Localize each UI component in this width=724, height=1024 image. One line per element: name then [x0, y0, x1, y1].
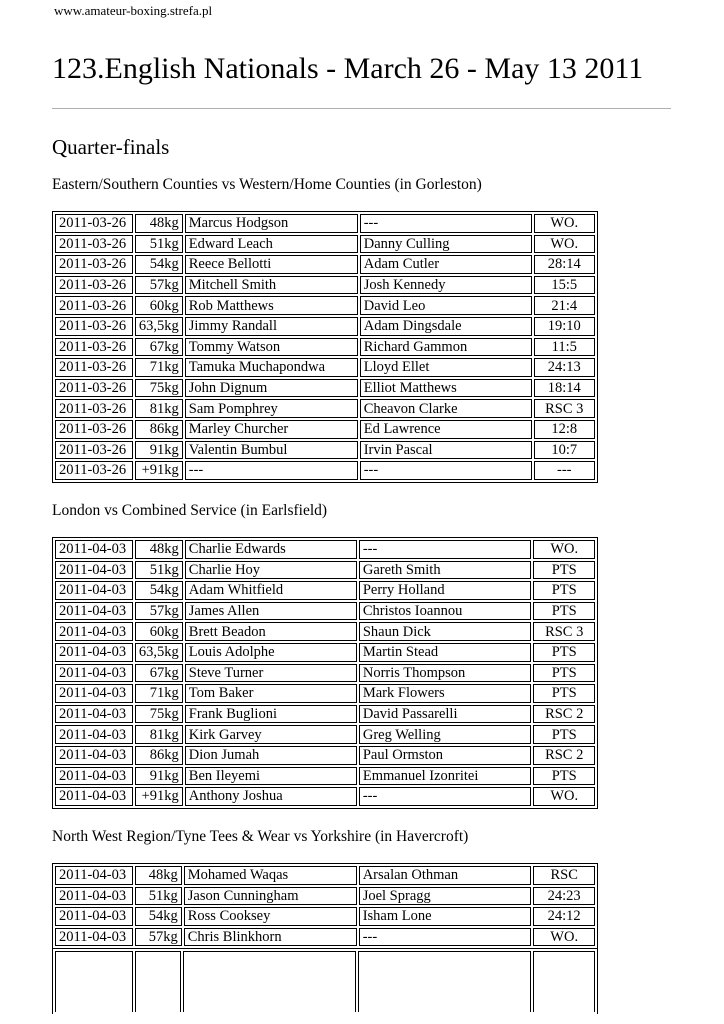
boxer-a-cell: James Allen — [185, 602, 357, 621]
boxer-a-cell: Steve Turner — [185, 664, 357, 683]
bout-date-cell: 2011-04-03 — [55, 602, 133, 621]
weight-class-cell: 71kg — [135, 358, 183, 377]
table-row — [55, 358, 595, 377]
group-heading-1: Eastern/Southern Counties vs Western/Home Counties (in Gorleston) — [52, 176, 482, 193]
boxer-a-cell: Marcus Hodgson — [185, 214, 358, 233]
boxer-a-cell: Dion Jumah — [185, 746, 357, 765]
table-row — [55, 276, 595, 295]
weight-class-cell: 48kg — [135, 214, 183, 233]
boxer-b-cell: Isham Lone — [359, 907, 532, 926]
weight-class-cell: 81kg — [135, 399, 183, 418]
bout-date-cell: 2011-03-26 — [55, 276, 133, 295]
bout-result-cell: PTS — [533, 684, 595, 703]
bout-date-cell: 2011-03-26 — [55, 235, 133, 254]
boxer-b-cell: Adam Dingsdale — [360, 317, 532, 336]
weight-class-cell: 48kg — [135, 540, 183, 559]
bout-result-cell: 15:5 — [534, 276, 595, 295]
bout-date-cell: 2011-04-03 — [55, 767, 133, 786]
bout-date-cell: 2011-04-03 — [55, 705, 133, 724]
weight-class-cell: 86kg — [135, 746, 183, 765]
weight-class-cell: 81kg — [135, 725, 183, 744]
table-row — [55, 540, 595, 559]
boxer-a-cell: Ben Ileyemi — [185, 767, 357, 786]
bout-result-cell: PTS — [533, 664, 595, 683]
table-row — [55, 399, 595, 418]
bout-date-cell: 2011-04-03 — [55, 664, 133, 683]
table-row — [55, 928, 595, 947]
weight-class-cell: 54kg — [135, 581, 183, 600]
table-row — [55, 622, 595, 641]
boxer-a-cell: Tommy Watson — [185, 338, 358, 357]
boxer-a-cell: Sam Pomphrey — [185, 399, 358, 418]
boxer-b-cell: Adam Cutler — [360, 255, 532, 274]
bout-result-cell: RSC 3 — [533, 622, 595, 641]
bout-result-cell: RSC 3 — [534, 399, 595, 418]
boxer-b-cell: Elliot Matthews — [360, 379, 532, 398]
boxer-a-cell: Charlie Edwards — [185, 540, 357, 559]
table-row — [55, 296, 595, 315]
bout-result-cell: RSC 2 — [533, 746, 595, 765]
table-row — [55, 643, 595, 662]
boxer-b-cell: Emmanuel Izonritei — [359, 767, 532, 786]
bout-date-cell: 2011-04-03 — [55, 643, 133, 662]
bout-date-cell: 2011-03-26 — [55, 399, 133, 418]
boxer-b-cell: David Passarelli — [359, 705, 532, 724]
bout-result-cell: PTS — [533, 602, 595, 621]
bout-result-cell: --- — [534, 461, 595, 480]
bout-result-cell: WO. — [533, 540, 595, 559]
bout-date-cell: 2011-03-26 — [55, 420, 133, 439]
weight-class-cell: 75kg — [135, 705, 183, 724]
bout-date-cell: 2011-04-03 — [55, 928, 133, 947]
boxer-b-cell: David Leo — [360, 296, 532, 315]
bout-date-cell: 2011-03-26 — [55, 461, 133, 480]
bout-result-cell: RSC — [533, 866, 595, 885]
weight-class-cell: 63,5kg — [135, 643, 183, 662]
table-row — [55, 705, 595, 724]
boxer-b-cell: Norris Thompson — [359, 664, 532, 683]
bout-date-cell: 2011-04-03 — [55, 866, 133, 885]
bout-date-cell: 2011-04-03 — [55, 581, 133, 600]
boxer-a-cell: Charlie Hoy — [185, 561, 357, 580]
bout-date-cell: 2011-03-26 — [55, 358, 133, 377]
table-row — [55, 581, 595, 600]
bout-date-cell: 2011-03-26 — [55, 441, 133, 460]
bout-result-cell: RSC 2 — [533, 705, 595, 724]
table-row — [55, 214, 595, 233]
bout-date-cell: 2011-03-26 — [55, 338, 133, 357]
table-row — [55, 907, 595, 926]
bout-result-cell: PTS — [533, 581, 595, 600]
boxer-b-cell: --- — [359, 540, 532, 559]
bout-date-cell: 2011-04-03 — [55, 684, 133, 703]
boxer-b-cell: Perry Holland — [359, 581, 532, 600]
boxer-a-cell: Reece Bellotti — [185, 255, 358, 274]
boxer-b-cell: Christos Ioannou — [359, 602, 532, 621]
boxer-a-cell: Kirk Garvey — [185, 725, 357, 744]
bout-result-cell: 12:8 — [534, 420, 595, 439]
boxer-a-cell: John Dignum — [185, 379, 358, 398]
bout-date-cell: 2011-04-03 — [55, 540, 133, 559]
table-row — [55, 746, 595, 765]
boxer-a-cell: Jimmy Randall — [185, 317, 358, 336]
table-row — [55, 684, 595, 703]
bout-date-cell: 2011-03-26 — [55, 214, 133, 233]
boxer-b-cell: Cheavon Clarke — [360, 399, 532, 418]
bout-date-cell: 2011-03-26 — [55, 296, 133, 315]
boxer-a-cell: Mitchell Smith — [185, 276, 358, 295]
boxer-b-cell: Josh Kennedy — [360, 276, 532, 295]
boxer-b-cell: Greg Welling — [359, 725, 532, 744]
bout-date-cell: 2011-04-03 — [55, 907, 133, 926]
boxer-a-cell: Brett Beadon — [185, 622, 357, 641]
bout-result-cell: 24:23 — [533, 887, 595, 906]
boxer-b-cell: Joel Spragg — [359, 887, 532, 906]
table-row — [55, 461, 595, 480]
boxer-b-cell: Danny Culling — [360, 235, 532, 254]
table-row — [55, 602, 595, 621]
table-row — [55, 866, 595, 885]
bout-result-cell: PTS — [533, 725, 595, 744]
weight-class-cell: 51kg — [135, 887, 182, 906]
bout-result-cell: 24:12 — [533, 907, 595, 926]
weight-class-cell: +91kg — [135, 787, 183, 806]
site-url: www.amateur-boxing.strefa.pl — [54, 3, 213, 18]
bout-result-cell: PTS — [533, 561, 595, 580]
section-heading: Quarter-finals — [52, 135, 170, 159]
table-row — [55, 725, 595, 744]
boxer-a-cell: Louis Adolphe — [185, 643, 357, 662]
bout-result-cell: WO. — [533, 787, 595, 806]
table-row — [55, 441, 595, 460]
results-table-3-continuation — [52, 948, 598, 1024]
weight-class-cell: +91kg — [135, 461, 183, 480]
table-row — [55, 379, 595, 398]
bout-date-cell: 2011-04-03 — [55, 725, 133, 744]
table-row — [55, 255, 595, 274]
bout-date-cell: 2011-04-03 — [55, 561, 133, 580]
bout-result-cell: 28:14 — [534, 255, 595, 274]
boxer-b-cell: Paul Ormston — [359, 746, 532, 765]
boxer-b-cell: --- — [359, 787, 532, 806]
results-table-2 — [52, 537, 598, 809]
boxer-a-cell: Mohamed Waqas — [184, 866, 357, 885]
boxer-a-cell: Valentin Bumbul — [185, 441, 358, 460]
title-divider — [52, 108, 671, 109]
weight-class-cell: 71kg — [135, 684, 183, 703]
table-row — [55, 767, 595, 786]
boxer-b-cell: Shaun Dick — [359, 622, 532, 641]
weight-class-cell: 63,5kg — [135, 317, 183, 336]
boxer-b-cell: --- — [360, 461, 532, 480]
bout-result-cell: 19:10 — [534, 317, 595, 336]
boxer-a-cell: Marley Churcher — [185, 420, 358, 439]
boxer-b-cell: Ed Lawrence — [360, 420, 532, 439]
bout-date-cell: 2011-04-03 — [55, 746, 133, 765]
group-heading-2: London vs Combined Service (in Earlsfield) — [52, 502, 328, 519]
boxer-b-cell: --- — [360, 214, 532, 233]
bout-result-cell: WO. — [534, 235, 595, 254]
bout-date-cell: 2011-03-26 — [55, 317, 133, 336]
bout-result-cell: PTS — [533, 767, 595, 786]
table-row — [55, 787, 595, 806]
weight-class-cell: 91kg — [135, 441, 183, 460]
boxer-b-cell: Mark Flowers — [359, 684, 532, 703]
results-table-1 — [52, 211, 598, 483]
results-table-3 — [52, 863, 598, 949]
boxer-b-cell: Richard Gammon — [360, 338, 532, 357]
boxer-a-cell: Ross Cooksey — [184, 907, 357, 926]
boxer-a-cell: Anthony Joshua — [185, 787, 357, 806]
boxer-a-cell: Jason Cunningham — [184, 887, 357, 906]
weight-class-cell: 86kg — [135, 420, 183, 439]
bout-result-cell: WO. — [533, 928, 595, 947]
table-row — [55, 235, 595, 254]
boxer-b-cell: Lloyd Ellet — [360, 358, 532, 377]
bout-date-cell: 2011-04-03 — [55, 887, 133, 906]
boxer-b-cell: --- — [359, 928, 532, 947]
weight-class-cell: 51kg — [135, 235, 183, 254]
boxer-a-cell: Frank Buglioni — [185, 705, 357, 724]
weight-class-cell: 60kg — [135, 622, 183, 641]
boxer-a-cell: Tom Baker — [185, 684, 357, 703]
weight-class-cell: 91kg — [135, 767, 183, 786]
bout-result-cell: PTS — [533, 643, 595, 662]
bout-date-cell: 2011-04-03 — [55, 622, 133, 641]
boxer-b-cell: Martin Stead — [359, 643, 532, 662]
boxer-a-cell: Rob Matthews — [185, 296, 358, 315]
group-heading-3: North West Region/Tyne Tees & Wear vs Yorkshire (in Havercroft) — [52, 828, 469, 845]
boxer-b-cell: Irvin Pascal — [360, 441, 532, 460]
table-row-partial — [55, 951, 595, 1012]
table-row — [55, 317, 595, 336]
bout-result-cell: WO. — [534, 214, 595, 233]
boxer-a-cell: Adam Whitfield — [185, 581, 357, 600]
page-title: 123.English Nationals - March 26 - May 13 2011 — [52, 52, 644, 85]
weight-class-cell: 54kg — [135, 907, 182, 926]
table-row — [55, 664, 595, 683]
weight-class-cell: 60kg — [135, 296, 183, 315]
bout-result-cell: 10:7 — [534, 441, 595, 460]
weight-class-cell: 54kg — [135, 255, 183, 274]
table-row — [55, 420, 595, 439]
bout-date-cell: 2011-03-26 — [55, 255, 133, 274]
weight-class-cell: 48kg — [135, 866, 182, 885]
weight-class-cell: 67kg — [135, 664, 183, 683]
bout-result-cell: 21:4 — [534, 296, 595, 315]
weight-class-cell: 51kg — [135, 561, 183, 580]
bout-result-cell: 24:13 — [534, 358, 595, 377]
bout-date-cell: 2011-03-26 — [55, 379, 133, 398]
weight-class-cell: 57kg — [135, 602, 183, 621]
bout-date-cell: 2011-04-03 — [55, 787, 133, 806]
boxer-b-cell: Gareth Smith — [359, 561, 532, 580]
weight-class-cell: 67kg — [135, 338, 183, 357]
table-row — [55, 887, 595, 906]
boxer-a-cell: Chris Blinkhorn — [184, 928, 357, 947]
boxer-a-cell: Edward Leach — [185, 235, 358, 254]
boxer-a-cell: --- — [185, 461, 358, 480]
weight-class-cell: 75kg — [135, 379, 183, 398]
bout-result-cell: 18:14 — [534, 379, 595, 398]
table-row — [55, 338, 595, 357]
boxer-b-cell: Arsalan Othman — [359, 866, 532, 885]
weight-class-cell: 57kg — [135, 276, 183, 295]
boxer-a-cell: Tamuka Muchapondwa — [185, 358, 358, 377]
table-row — [55, 561, 595, 580]
weight-class-cell: 57kg — [135, 928, 182, 947]
bout-result-cell: 11:5 — [534, 338, 595, 357]
